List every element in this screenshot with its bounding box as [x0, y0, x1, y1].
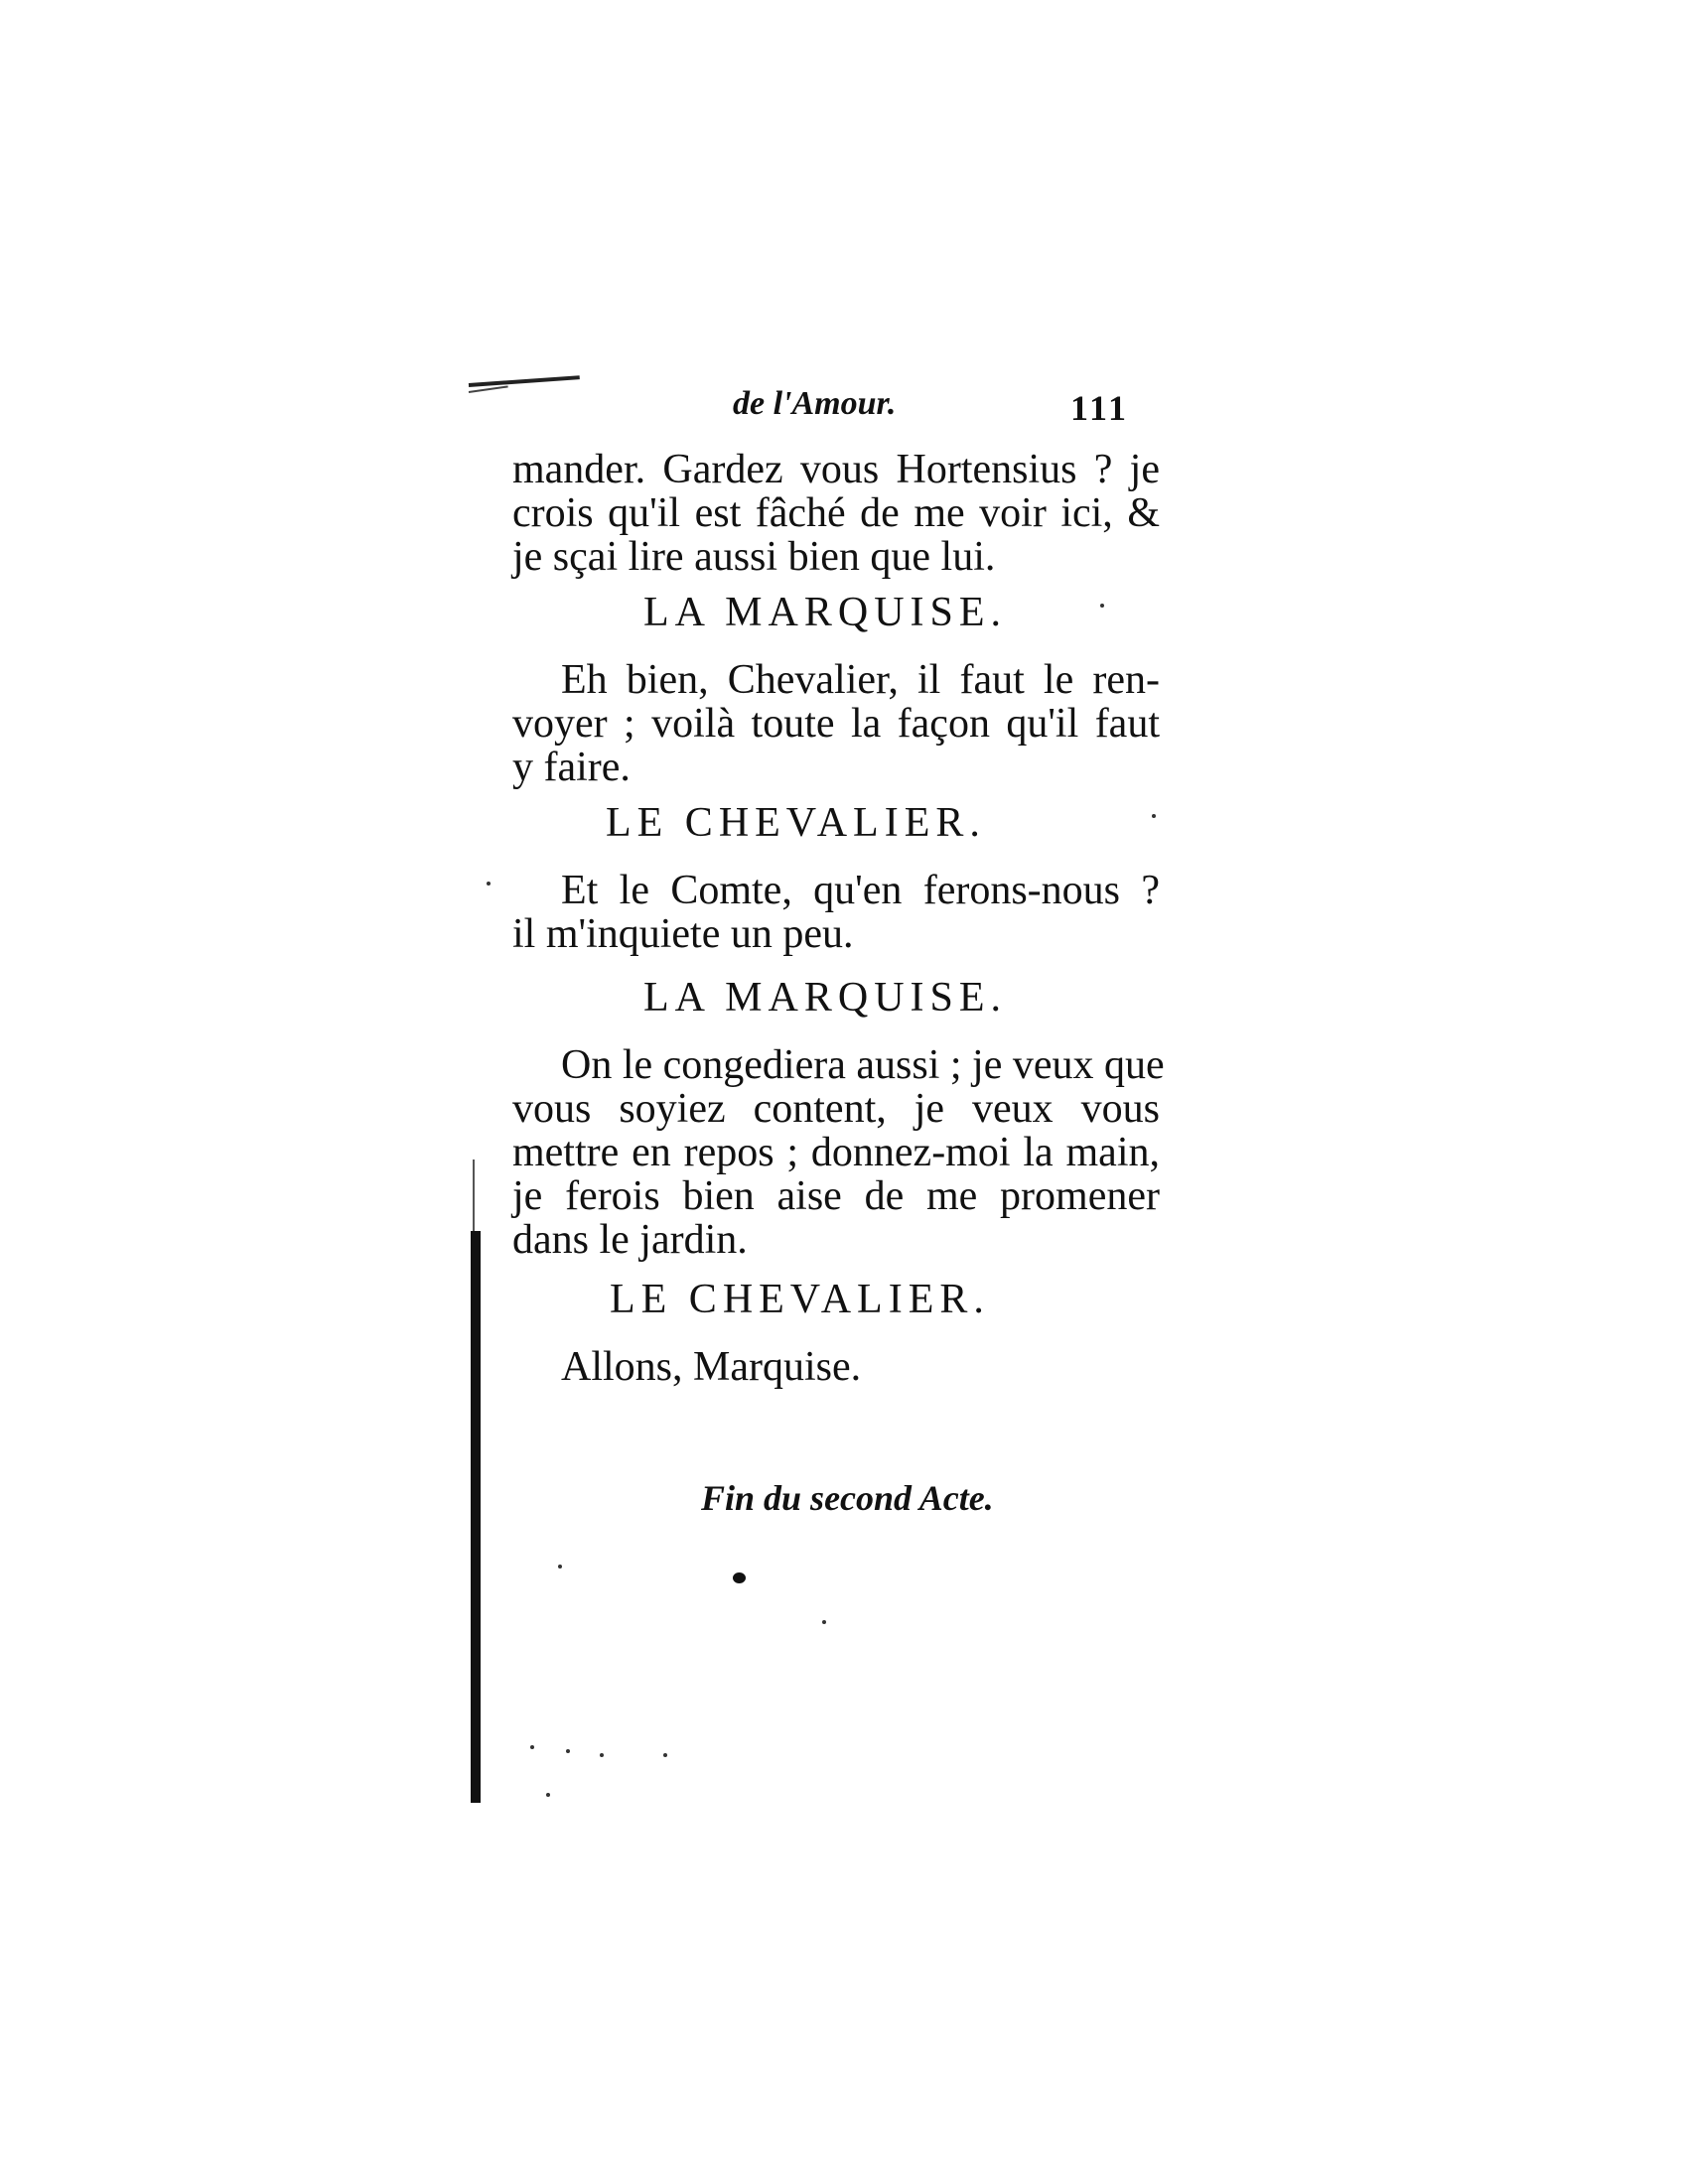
text-line: Et le Comte, qu'en ferons-nous ?	[561, 868, 1160, 913]
text-line: vous soyiez content, je veux vous	[512, 1086, 1160, 1132]
text-line: On le congediera aussi ; je veux que	[561, 1042, 1165, 1088]
text-line: je ferois bien aise de me promener	[512, 1173, 1160, 1219]
print-speck	[1100, 604, 1104, 608]
text-line: il m'inquiete un peu.	[512, 911, 854, 957]
header-ornament-rule	[469, 375, 580, 387]
speaker-heading: LA MARQUISE.	[643, 975, 1008, 1021]
text-line: Allons, Marquise.	[561, 1344, 862, 1390]
print-speck	[822, 1620, 826, 1624]
text-line: voyer ; voilà toute la façon qu'il faut	[512, 701, 1160, 747]
running-title: de l'Amour.	[733, 385, 897, 422]
text-line: crois qu'il est fâché de me voir ici, &	[512, 490, 1160, 536]
speaker-heading: LE CHEVALIER.	[606, 800, 986, 846]
print-speck	[1152, 814, 1156, 818]
gutter-shadow-bar	[471, 1231, 481, 1803]
text-line: Eh bien, Chevalier, il faut le ren-	[561, 657, 1160, 703]
print-speck	[546, 1793, 550, 1797]
text-line: mander. Gardez vous Hortensius ? je	[512, 447, 1160, 492]
print-speck	[558, 1565, 562, 1569]
gutter-shadow-line	[473, 1160, 475, 1231]
print-speck	[600, 1753, 604, 1757]
print-speck	[487, 882, 491, 886]
print-speck	[566, 1749, 570, 1753]
text-line: mettre en repos ; donnez-moi la main,	[512, 1130, 1160, 1175]
page-number: 111	[1070, 388, 1130, 428]
act-end-note: Fin du second Acte.	[701, 1478, 994, 1518]
text-line: je sçai lire aussi bien que lui.	[512, 534, 996, 580]
print-speck	[530, 1745, 534, 1749]
speaker-heading: LA MARQUISE.	[643, 590, 1008, 635]
speaker-heading: LE CHEVALIER.	[610, 1277, 990, 1322]
text-line: dans le jardin.	[512, 1217, 748, 1263]
text-line: y faire.	[512, 745, 631, 790]
end-ornament-dot	[733, 1572, 746, 1583]
print-speck	[663, 1753, 667, 1757]
